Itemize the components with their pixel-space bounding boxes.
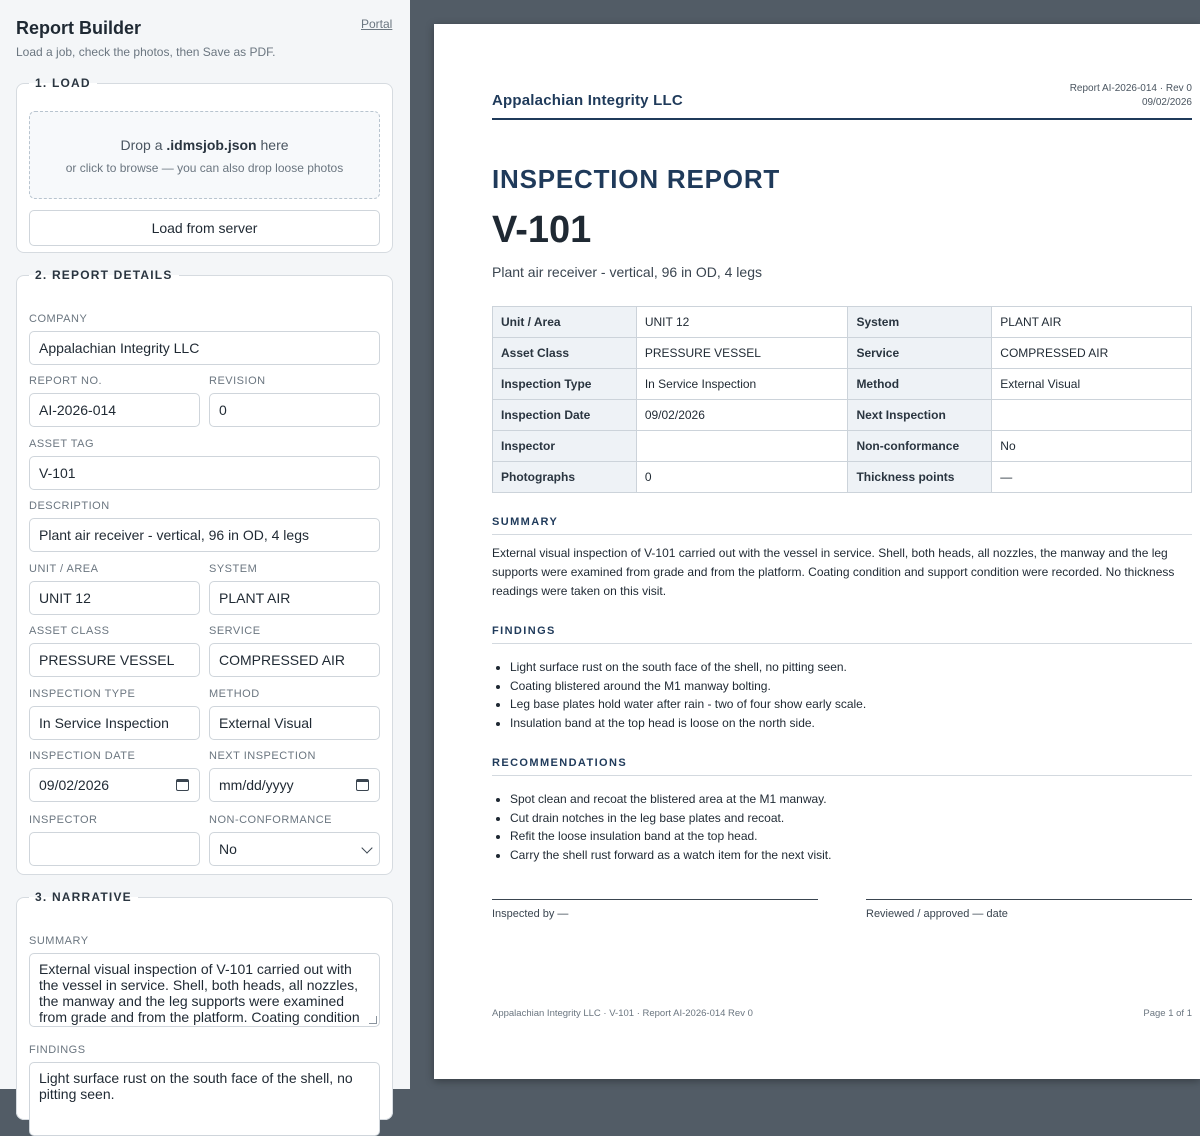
table-row	[493, 338, 1192, 369]
table-value-cell: No	[992, 431, 1192, 462]
reviewed-by-label: Reviewed / approved — date	[866, 908, 1008, 920]
table-value-cell: 09/02/2026	[636, 400, 848, 431]
chevron-down-icon	[361, 842, 372, 853]
inspection-date-input[interactable]	[29, 768, 200, 802]
service-label: SERVICE	[209, 625, 261, 637]
nonconformance-value: No	[219, 841, 237, 857]
table-row	[493, 462, 1192, 493]
reviewer-signature-line	[866, 899, 1192, 900]
table-value-cell: In Service Inspection	[636, 369, 848, 400]
dropzone-filetype: .idmsjob.json	[166, 137, 257, 153]
narrative-section	[16, 890, 393, 1120]
table-key-cell: Non-conformance	[848, 431, 992, 462]
summary-label: SUMMARY	[29, 935, 89, 947]
inspector-input[interactable]	[29, 832, 200, 866]
load-legend: 1. LOAD	[35, 76, 91, 90]
recommendations-list	[510, 790, 1190, 864]
recommendations-heading: RECOMMENDATIONS	[492, 757, 1192, 776]
table-value-cell	[992, 400, 1192, 431]
resize-grip-icon[interactable]	[369, 1016, 377, 1024]
asset-tag-label: ASSET TAG	[29, 438, 95, 450]
inspector-signature-line	[492, 899, 818, 900]
system-label: SYSTEM	[209, 563, 258, 575]
report-asset-tag: V-101	[492, 209, 592, 251]
report-preview-page	[434, 24, 1200, 1079]
dropzone-text	[30, 137, 379, 153]
inspection-type-label: INSPECTION TYPE	[29, 688, 136, 700]
builder-panel	[0, 0, 410, 1102]
summary-heading: SUMMARY	[492, 516, 1192, 535]
recommendation-item: • Spot clean and recoat the blistered area at the M1 manway.	[510, 790, 1190, 809]
table-value-cell: External Visual	[992, 369, 1192, 400]
report-no-input[interactable]: AI-2026-014	[29, 393, 200, 427]
table-value-cell: PLANT AIR	[992, 307, 1192, 338]
portal-link[interactable]: Portal	[361, 17, 393, 31]
description-label: DESCRIPTION	[29, 500, 110, 512]
report-reference: Report AI-2026-014 · Rev 0	[1069, 83, 1192, 94]
nonconformance-select[interactable]	[209, 832, 380, 866]
report-footer-left: Appalachian Integrity LLC · V-101 · Report AI-2026-014 Rev 0	[492, 1008, 753, 1019]
table-value-cell: 0	[636, 462, 848, 493]
company-label: COMPANY	[29, 313, 88, 325]
table-key-cell: Unit / Area	[493, 307, 637, 338]
inspection-date-label: INSPECTION DATE	[29, 750, 136, 762]
app-subtitle: Load a job, check the photos, then Save as PDF.	[16, 45, 276, 59]
service-input[interactable]: COMPRESSED AIR	[209, 643, 380, 677]
table-key-cell: Inspector	[493, 431, 637, 462]
report-details-legend: 2. REPORT DETAILS	[35, 268, 173, 282]
table-value-cell: —	[992, 462, 1192, 493]
table-key-cell: Asset Class	[493, 338, 637, 369]
report-details-table	[492, 306, 1192, 493]
table-value-cell: UNIT 12	[636, 307, 848, 338]
summary-text: External visual inspection of V-101 carried out with the vessel in service. Shell, both heads, all nozzles, the manway and the leg supports were examined from grade and from the platform. Coating condition	[39, 961, 360, 1025]
dropzone-prefix: Drop a	[120, 137, 167, 153]
finding-item: • Coating blistered around the M1 manway bolting.	[510, 677, 1190, 696]
recommendation-item: • Refit the loose insulation band at the top head.	[510, 827, 1190, 846]
revision-input[interactable]: 0	[209, 393, 380, 427]
unit-area-label: UNIT / AREA	[29, 563, 99, 575]
inspection-type-input[interactable]: In Service Inspection	[29, 706, 200, 740]
load-from-server-button[interactable]: Load from server	[29, 210, 380, 246]
finding-item: • Insulation band at the top head is loose on the north side.	[510, 714, 1190, 733]
table-row	[493, 369, 1192, 400]
table-key-cell: Thickness points	[848, 462, 992, 493]
table-key-cell: Next Inspection	[848, 400, 992, 431]
company-input[interactable]: Appalachian Integrity LLC	[29, 331, 380, 365]
table-key-cell: Service	[848, 338, 992, 369]
recommendation-item: • Carry the shell rust forward as a watch item for the next visit.	[510, 846, 1190, 865]
table-key-cell: Inspection Date	[493, 400, 637, 431]
revision-label: REVISION	[209, 375, 266, 387]
dropzone-hint: or click to browse — you can also drop loose photos	[65, 161, 344, 175]
calendar-icon[interactable]	[176, 779, 189, 791]
next-inspection-label: NEXT INSPECTION	[209, 750, 316, 762]
finding-item: • Light surface rust on the south face of the shell, no pitting seen.	[510, 658, 1190, 677]
next-inspection-input[interactable]	[209, 768, 380, 802]
table-row	[493, 400, 1192, 431]
report-details-section	[16, 268, 393, 875]
system-input[interactable]: PLANT AIR	[209, 581, 380, 615]
table-key-cell: Photographs	[493, 462, 637, 493]
calendar-icon[interactable]	[356, 779, 369, 791]
findings-textarea[interactable]	[29, 1062, 380, 1136]
table-key-cell: Inspection Type	[493, 369, 637, 400]
findings-label: FINDINGS	[29, 1044, 86, 1056]
table-value-cell: PRESSURE VESSEL	[636, 338, 848, 369]
unit-area-input[interactable]: UNIT 12	[29, 581, 200, 615]
report-doc-type: INSPECTION REPORT	[492, 164, 781, 194]
report-company: Appalachian Integrity LLC	[492, 92, 683, 109]
table-row	[493, 307, 1192, 338]
report-no-label: REPORT NO.	[29, 375, 103, 387]
asset-class-input[interactable]: PRESSURE VESSEL	[29, 643, 200, 677]
findings-heading: FINDINGS	[492, 625, 1192, 644]
report-date: 09/02/2026	[1141, 97, 1192, 108]
inspector-label: INSPECTOR	[29, 814, 98, 826]
inspection-date-value: 09/02/2026	[39, 777, 110, 793]
summary-textarea[interactable]	[29, 953, 380, 1027]
finding-item: • Leg base plates hold water after rain - two of four show early scale.	[510, 695, 1190, 714]
asset-tag-input[interactable]: V-101	[29, 456, 380, 490]
app-title: Report Builder	[16, 18, 142, 38]
next-inspection-placeholder: mm/dd/yyyy	[219, 777, 294, 793]
summary-paragraph: External visual inspection of V-101 carried out with the vessel in service. Shell, both heads, all nozzles, the manway and the leg supports were examined from grade and from the platform. Coating condition and support condition were recorded. No thickness readings were taken on this visit.	[492, 546, 1175, 598]
table-key-cell: System	[848, 307, 992, 338]
report-footer-page: Page 1 of 1	[1143, 1008, 1192, 1019]
load-section	[16, 76, 393, 253]
findings-text: Light surface rust on the south face of the shell, no pitting seen.	[39, 1070, 353, 1102]
method-label: METHOD	[209, 688, 260, 700]
nonconformance-label: NON-CONFORMANCE	[209, 814, 332, 826]
dropzone-suffix: here	[256, 137, 289, 153]
inspected-by-label: Inspected by —	[492, 908, 569, 920]
description-input[interactable]: Plant air receiver - vertical, 96 in OD, 4 legs	[29, 518, 380, 552]
table-key-cell: Method	[848, 369, 992, 400]
table-value-cell	[636, 431, 848, 462]
recommendation-item: • Cut drain notches in the leg base plates and recoat.	[510, 809, 1190, 828]
method-input[interactable]: External Visual	[209, 706, 380, 740]
asset-class-label: ASSET CLASS	[29, 625, 110, 637]
header-rule	[492, 118, 1192, 120]
findings-list	[510, 658, 1190, 732]
job-dropzone[interactable]	[29, 111, 380, 199]
narrative-legend: 3. NARRATIVE	[35, 890, 132, 904]
table-row	[493, 431, 1192, 462]
report-description: Plant air receiver - vertical, 96 in OD, 4 legs	[492, 264, 762, 280]
table-value-cell: COMPRESSED AIR	[992, 338, 1192, 369]
